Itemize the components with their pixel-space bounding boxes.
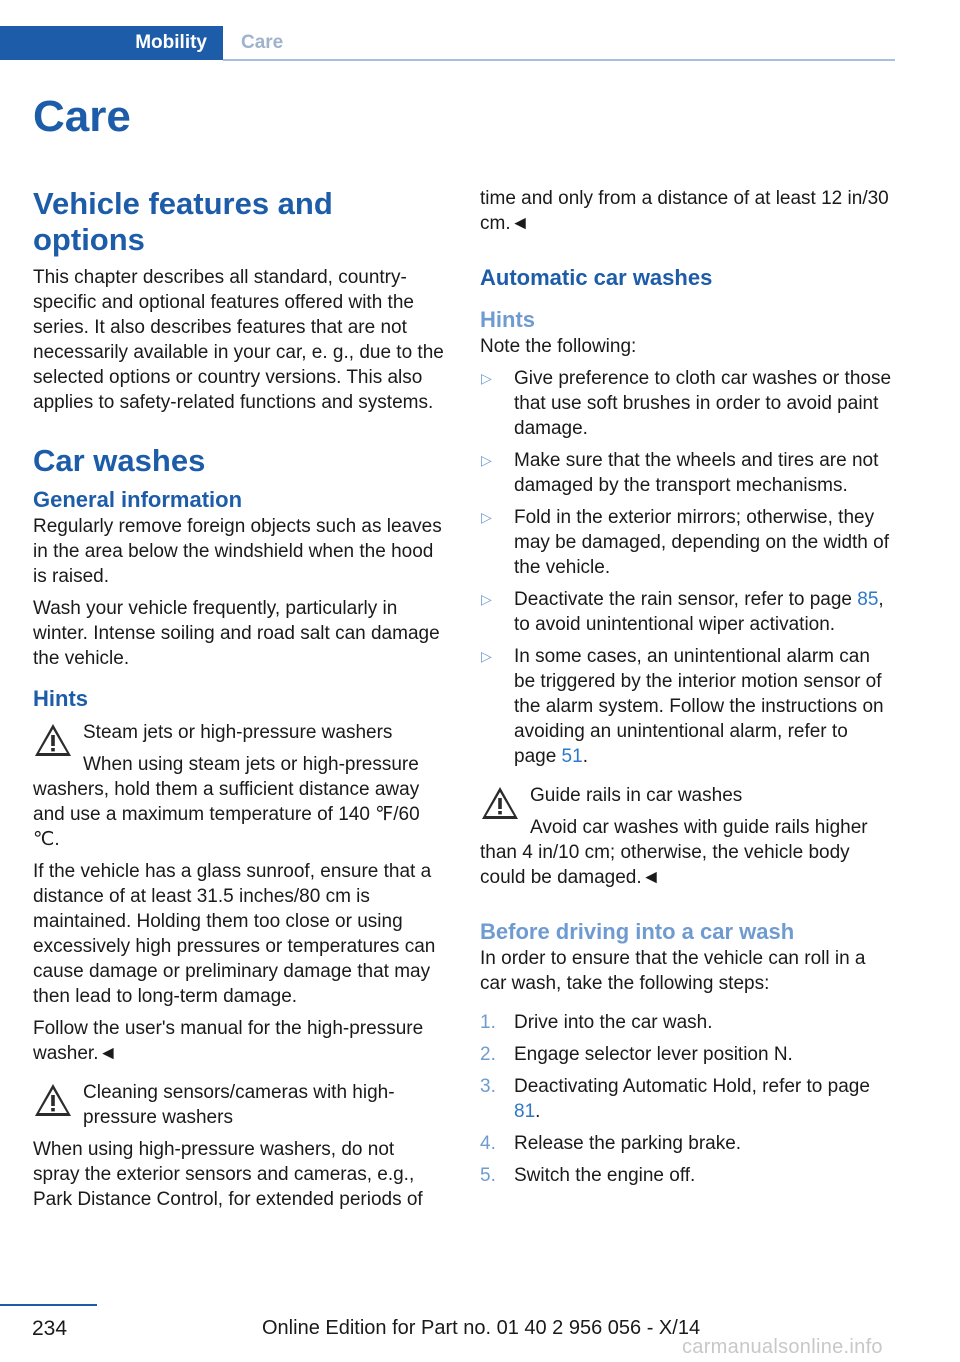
warning-cleaning-sensors (33, 1080, 445, 1130)
warning-steam-jets-text: washers, hold them a sufficient distance away and use a maximum temperature of 140 ℉/60 ℃. (33, 779, 420, 850)
manual-paragraph: Follow the user's manual for the high-pressure washer.◄ (33, 1018, 424, 1064)
triangle-bullet-icon: ▷ (481, 509, 492, 525)
page-link-51[interactable]: 51 (561, 746, 583, 767)
list-item: ▷ In some cases, an unintentional alarm can be triggered by the interior motion sensor of the alarm system. Follow the instructions on avoiding an unintentional alarm, refer to page 51. (481, 646, 884, 767)
header-tabs (0, 26, 895, 62)
automatic-car-washes-heading: Automatic car washes (480, 265, 713, 290)
before-car-wash-heading: Before driving into a car wash (480, 919, 795, 944)
sunroof-paragraph: If the vehicle has a glass sunroof, ensure that a distance of at least 31.5 inches/80 cm is maintained. Holding them too close or using excessively high pressures or temperatures can cause damage or preliminary damage that may then lead to long-term damage. (33, 861, 436, 1007)
watermark: carmanualsonline.info (682, 1336, 883, 1358)
tab-mobility[interactable]: Mobility (0, 26, 223, 60)
step-number: 2. (480, 1044, 496, 1065)
page-link-81[interactable]: 81 (514, 1101, 536, 1122)
warning-triangle-icon (33, 722, 73, 758)
list-item: 1. Drive into the car wash. (480, 1012, 713, 1033)
warning-triangle-icon (480, 785, 520, 821)
warning-cleaning-sensors-title: Cleaning sensors/cameras with high-pressure washers (83, 1082, 395, 1128)
header-rule (223, 59, 895, 61)
steps-list (480, 1010, 895, 1188)
vehicle-features-heading: Vehicle features and options (33, 186, 333, 257)
general-paragraph-2: Wash your vehicle frequently, particularly in winter. Intense soiling and road salt can damage the vehicle. (33, 598, 440, 669)
warning-steam-jets (33, 720, 445, 852)
list-item: 4. Release the parking brake. (480, 1133, 742, 1154)
warning-triangle-icon (33, 1082, 73, 1118)
warning-steam-jets-line1: When using steam jets or high-pressure (83, 754, 419, 775)
list-item: 2. Engage selector lever position N. (480, 1044, 793, 1065)
right-column (480, 186, 895, 1195)
footer-rule (0, 1304, 97, 1306)
warning-guide-rails-title: Guide rails in car washes (530, 785, 743, 806)
general-paragraph-1: Regularly remove foreign objects such as leaves in the area below the windshield when the hood is raised. (33, 516, 442, 587)
vehicle-features-text: This chapter describes all standard, country-specific and optional features offered with the series. It also describes features that are not necessarily available in your car, e. g., due to the selected options or country versions. This also applies to safety-related functions and systems. (33, 267, 444, 413)
list-item: 3. Deactivating Automatic Hold, refer to page 81. (480, 1076, 870, 1122)
hints-heading-right: Hints (480, 307, 535, 332)
note-text: Note the following: (480, 336, 637, 357)
step-number: 3. (480, 1076, 496, 1097)
list-item: ▷ Fold in the exterior mirrors; otherwise, they may be damaged, depending on the width of the vehicle. (481, 507, 889, 578)
car-washes-heading: Car washes (33, 443, 206, 478)
page-link-85[interactable]: 85 (857, 589, 879, 610)
list-item: ▷ Give preference to cloth car washes or those that use soft brushes in order to avoid paint damage. (481, 368, 892, 439)
triangle-bullet-icon: ▷ (481, 648, 492, 664)
general-information-heading: General information (33, 487, 243, 512)
warning-steam-jets-title: Steam jets or high-pressure washers (83, 722, 393, 743)
continued-text: time and only from a distance of at least 12 in/30 cm.◄ (480, 188, 889, 234)
tab-care[interactable]: Care (241, 32, 284, 53)
page-number: 234 (32, 1317, 68, 1340)
edition-text: Online Edition for Part no. 01 40 2 956 056 - X/14 (262, 1317, 701, 1339)
step-number: 5. (480, 1165, 496, 1186)
warning-guide-rails (480, 783, 895, 890)
warning-guide-rails-line1: Avoid car washes with guide rails higher (530, 817, 868, 838)
triangle-bullet-icon: ▷ (481, 452, 492, 468)
warning-guide-rails-text: than 4 in/10 cm; otherwise, the vehicle body could be damaged.◄ (480, 842, 850, 888)
list-item: 5. Switch the engine off. (480, 1165, 696, 1186)
before-car-wash-text: In order to ensure that the vehicle can roll in a car wash, take the following steps: (480, 948, 866, 994)
triangle-bullet-icon: ▷ (481, 370, 492, 386)
list-item: ▷ Make sure that the wheels and tires are not damaged by the transport mechanisms. (481, 450, 879, 496)
hints-heading-left: Hints (33, 686, 88, 711)
step-number: 1. (480, 1012, 496, 1033)
hints-list (480, 366, 895, 769)
chapter-title: Care (33, 92, 131, 141)
step-number: 4. (480, 1133, 496, 1154)
left-column (33, 186, 445, 1212)
list-item: ▷ Deactivate the rain sensor, refer to page 85, to avoid unintentional wiper activation. (481, 589, 884, 635)
triangle-bullet-icon: ▷ (481, 591, 492, 607)
warning-cleaning-sensors-text: When using high-pressure washers, do not spray the exterior sensors and cameras, e.g., Park Distance Control, for extended periods of (33, 1139, 423, 1210)
